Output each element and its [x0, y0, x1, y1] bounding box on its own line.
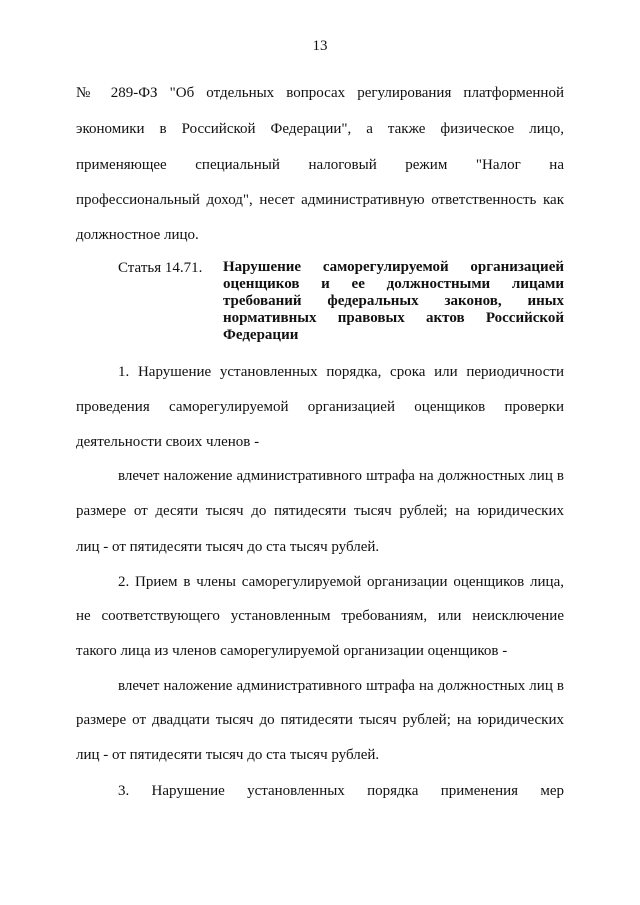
p1-line-2: проведения саморегулируемой организацией оценщиков проверки	[76, 399, 564, 415]
p3-line-1: 3. Нарушение установленных порядка применения мер	[118, 783, 564, 799]
article-label: Статья 14.71.	[118, 260, 203, 276]
article-title-line-2: оценщиков и ее должностными лицами	[223, 276, 564, 292]
p2-penalty-line-2: размере от двадцати тысяч до пятидесяти тысяч рублей; на юридических	[76, 712, 564, 728]
p1-line-3: деятельности своих членов -	[76, 434, 260, 450]
article-title-line-5: Федерации	[223, 327, 299, 343]
p1-penalty-line-2: размере от десяти тысяч до пятидесяти тысяч рублей; на юридических	[76, 503, 564, 519]
intro-line-5: должностное лицо.	[76, 227, 199, 243]
intro-line-2: экономики в Российской Федерации", а также физическое лицо,	[76, 121, 564, 137]
article-title-line-1: Нарушение саморегулируемой организацией	[223, 259, 564, 275]
page-number: 13	[312, 38, 328, 54]
p2-line-1: 2. Прием в члены саморегулируемой организации оценщиков лица,	[118, 574, 564, 590]
intro-line-3: применяющее специальный налоговый режим "Налог на	[76, 157, 564, 173]
p2-line-3: такого лица из членов саморегулируемой организации оценщиков -	[76, 643, 508, 659]
p2-penalty-line-3: лиц - от пятидесяти тысяч до ста тысяч рублей.	[76, 747, 380, 763]
article-title-line-4: нормативных правовых актов Российской	[223, 310, 564, 326]
article-title-line-3: требований федеральных законов, иных	[223, 293, 564, 309]
p1-line-1: 1. Нарушение установленных порядка, срока или периодичности	[118, 364, 564, 380]
p2-penalty-line-1: влечет наложение административного штрафа на должностных лиц в	[118, 678, 564, 694]
p2-line-2: не соответствующего установленным требованиям, или неисключение	[76, 608, 564, 624]
intro-line-4: профессиональный доход", несет административную ответственность как	[76, 192, 564, 208]
intro-line-1: № 289-ФЗ "Об отдельных вопросах регулирования платформенной	[76, 85, 564, 101]
p1-penalty-line-1: влечет наложение административного штрафа на должностных лиц в	[118, 468, 564, 484]
p1-penalty-line-3: лиц - от пятидесяти тысяч до ста тысяч рублей.	[76, 539, 380, 555]
